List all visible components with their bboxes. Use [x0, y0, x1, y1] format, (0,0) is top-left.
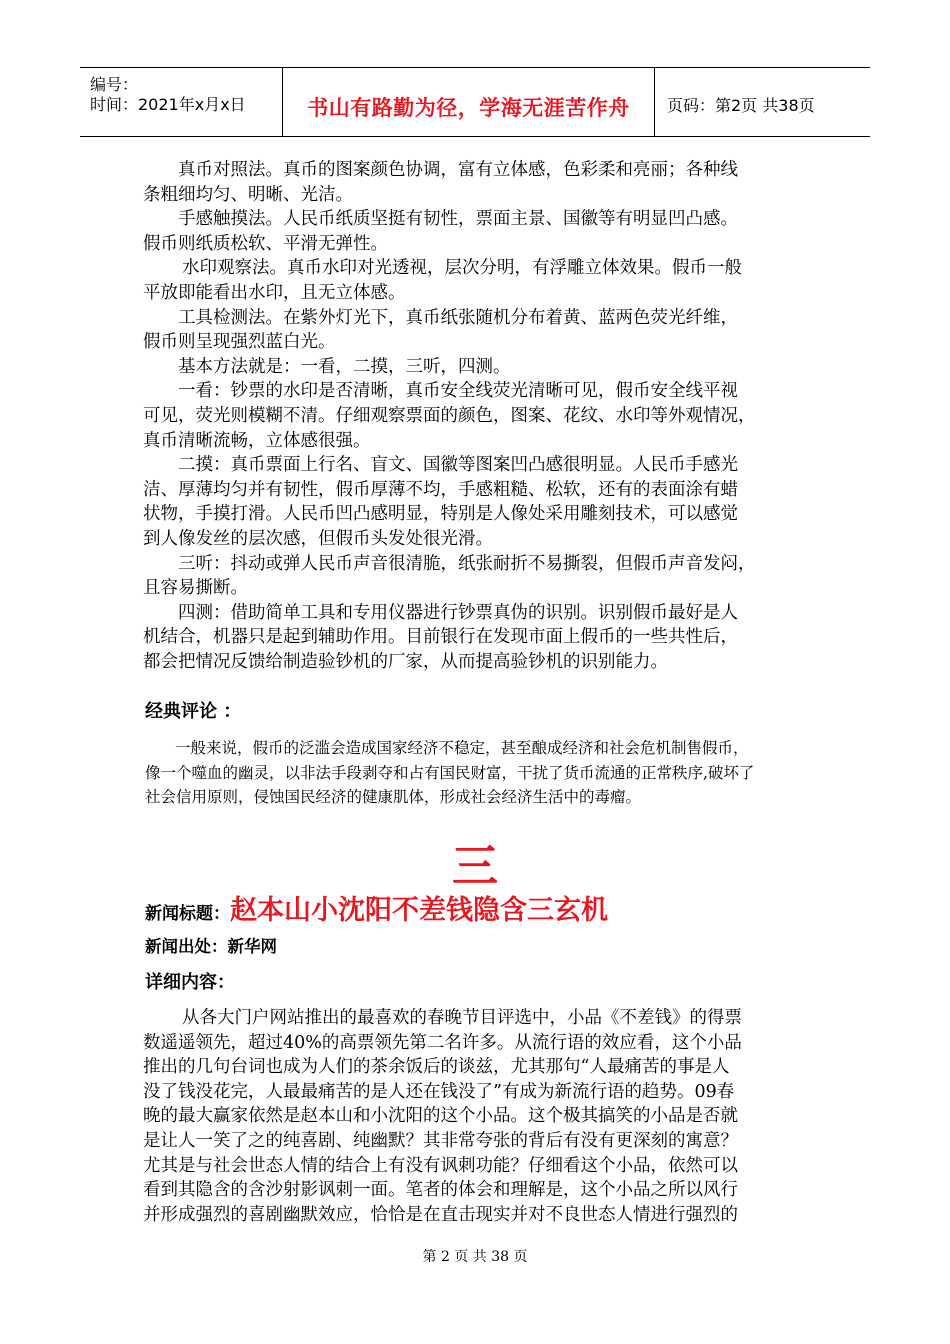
paragraph-line: 可见，荧光则模糊不清。仔细观察票面的颜色，图案、花纹、水印等外观情况，: [143, 405, 756, 426]
paragraph-line: 基本方法就是：一看，二摸，三听，四测。: [178, 356, 511, 377]
page-header: [80, 67, 870, 137]
page-footer: 第 2 页 共 38 页: [422, 1249, 528, 1265]
paragraph-line: 三听：抖动或弹人民币声音很清脆，纸张耐折不易撕裂，但假币声音发闷，: [178, 553, 756, 574]
news-title-label: 新闻标题：: [145, 904, 230, 924]
paragraph-line: 并形成强烈的喜剧幽默效应，恰恰是在直击现实并对不良世态人情进行强烈的: [143, 1204, 738, 1225]
paragraph-line: 看到其隐含的含沙射影讽刺一面。笔者的体会和理解是，这个小品之所以风行: [143, 1180, 738, 1201]
paragraph-line: 都会把情况反馈给制造验钞机的厂家，从而提高验钞机的识别能力。: [143, 651, 668, 672]
paragraph-line: 一看：钞票的水印是否清晰，真币安全线荧光清晰可见，假币安全线平视: [178, 381, 738, 402]
comment-heading: 经典评论 ：: [145, 701, 242, 722]
comment-line: 一般来说，假币的泛滥会造成国家经济不稳定，甚至酿成经济和社会危机制售假币，: [175, 739, 749, 757]
motto-text: 书山有路勤为径，学海无涯苦作舟: [307, 96, 630, 120]
news-source: 新闻出处：新华网: [145, 937, 277, 956]
paragraph-line: 假币则呈现强烈蓝白光。: [143, 332, 336, 353]
comment-body: [145, 736, 825, 810]
comment-line: 像一个噬血的幽灵，以非法手段剥夺和占有国民财富，干扰了货币流通的正常秩序,破坏了: [145, 763, 755, 782]
paragraph-line: 从各大门户网站推出的最喜欢的春晚节目评选中，小品《不差钱》的得票: [182, 1008, 742, 1028]
paragraph-line: 机结合，机器只是起到辅助作用。目前银行在发现市面上假币的一些共性后，: [143, 627, 738, 648]
paragraph-line: 手感触摸法。人民币纸质坚挺有韧性，票面主景、国徽等有明显凹凸感。: [178, 209, 738, 230]
paragraph-line: 工具检测法。在紫外灯光下，真币纸张随机分布着黄、蓝两色荧光纤维，: [178, 307, 738, 328]
paragraph-line: 尤其是与社会世态人情的结合上有没有讽刺功能？仔细看这个小品，依然可以: [143, 1155, 738, 1176]
section1-body: [143, 158, 803, 674]
paragraph-line: 洁、厚薄均匀并有韧性，假币厚薄不均，手感粗糙、松软，还有的表面涂有蜡: [143, 479, 738, 500]
paragraph-line: 没了钱没花完，人最最痛苦的是人还在钱没了”有成为新流行语的趋势。09春: [143, 1081, 735, 1102]
news-body: [143, 1006, 803, 1227]
paragraph-line: 二摸：真币票面上行名、盲文、国徽等图案凹凸感很明显。人民币手感光: [178, 455, 738, 476]
number-label: 编号：: [90, 75, 139, 94]
date-label: 时间：2021年x月x日: [90, 95, 246, 114]
news-title-row: [145, 888, 608, 927]
news-source-wrap: [145, 933, 805, 957]
header-page-cell: [655, 68, 870, 136]
paragraph-line: 条粗细均匀、明晰、光洁。: [143, 184, 353, 205]
details-label: 详细内容：: [145, 972, 235, 993]
header-meta-cell: [80, 68, 283, 136]
paragraph-line: 到人像发丝的层次感，但假币头发处很光滑。: [143, 528, 493, 549]
comment-line: 社会信用原则，侵蚀国民经济的健康肌体，形成社会经济生活中的毒瘤。: [145, 788, 642, 806]
paragraph-line: 是让人一笑了之的纯喜剧、纯幽默？其非常夸张的背后有没有更深刻的寓意？: [143, 1130, 738, 1151]
paragraph-line: 平放即能看出水印，且无立体感。: [143, 282, 406, 303]
paragraph-line: 推出的几句台词也成为人们的茶余饭后的谈兹，尤其那句“人最痛苦的事是人: [143, 1057, 730, 1078]
comment-heading-wrap: [145, 697, 805, 723]
paragraph-line: 真币对照法。真币的图案颜色协调，富有立体感，色彩柔和亮丽；各种线: [178, 160, 738, 180]
paragraph-line: 假币则纸质松软、平滑无弹性。: [143, 233, 388, 254]
paragraph-line: 真币清晰流畅，立体感很强。: [143, 430, 371, 451]
page-info: 页码：第2页 共38页: [667, 96, 815, 115]
paragraph-line: 且容易撕断。: [143, 578, 248, 599]
paragraph-line: 数遥遥领先，超过40%的高票领先第二名许多。从流行语的效应看，这个小品: [143, 1032, 742, 1053]
paragraph-line: 四测：借助简单工具和专用仪器进行钞票真伪的识别。识别假币最好是人: [178, 602, 738, 623]
news-title: 赵本山小沈阳不差钱隐含三玄机: [230, 895, 608, 926]
paragraph-line: 状物，手摸打滑。人民币凹凸感明显，特别是人像处采用雕刻技术，可以感觉: [143, 504, 738, 525]
section-numeral: 三: [452, 839, 498, 893]
details-label-wrap: [145, 968, 805, 994]
header-motto-cell: [283, 68, 655, 136]
paragraph-line: 水印观察法。真币水印对光透视，层次分明，有浮雕立体效果。假币一般: [182, 258, 742, 279]
paragraph-line: 晚的最大赢家依然是赵本山和小沈阳的这个小品。这个极其搞笑的小品是否就: [143, 1106, 738, 1127]
